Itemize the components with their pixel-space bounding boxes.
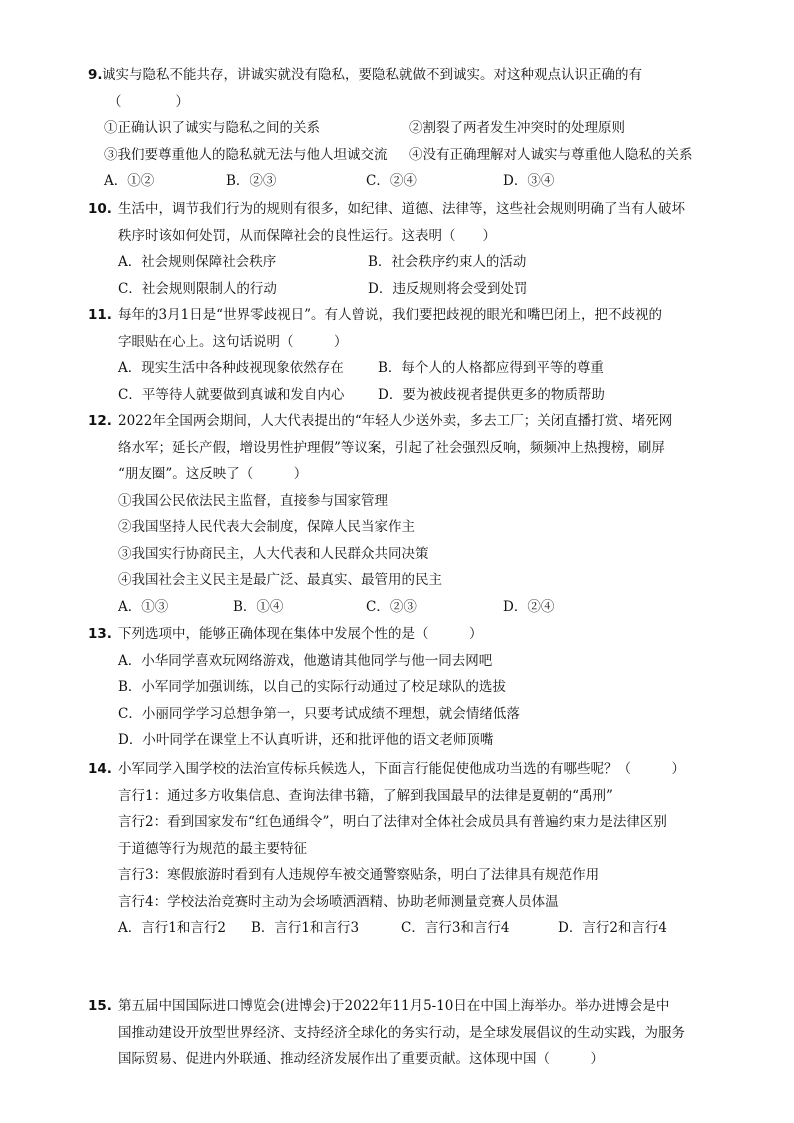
statement-4: ④我国社会主义民主是最广泛、最真实、最管用的民主 [118,572,442,588]
statement-2: ②割裂了两者发生冲突时的处理原则 [409,120,625,136]
question-15 [88,993,718,1073]
question-stem-line: 字眼贴在心上。这句话说明（ ） [118,333,348,350]
options-row [118,594,718,621]
option-b[interactable]: B．②③ [226,173,277,189]
option-a[interactable]: A．①③ [118,598,169,615]
option-d[interactable]: D．要为被歧视者提供更多的物质帮助 [378,386,605,403]
statement-4: ④没有正确理解对人诚实与尊重他人隐私的关系 [409,146,693,163]
options-row [118,276,718,303]
question-number: 13. [88,626,112,642]
option-c[interactable]: C．②③ [366,598,417,615]
option-c[interactable]: C．言行3和言行4 [401,920,510,936]
question-11 [88,302,718,408]
question-number: 11. [88,307,112,323]
question-stem-line: 生活中，调节我们行为的规则有很多，如纪律、道德、法律等，这些社会规则明确了当有人破坏 [118,201,685,217]
question-stem-line: 2022年全国两会期间，人大代表提出的“年轻人少送外卖，多去工厂；关闭直播打赏、堵死网 [118,413,673,429]
options-row [118,382,718,409]
question-stem: 小军同学入围学校的法治宣传标兵候选人，下面言行能促使他成功当选的有哪些呢？（ ） [118,761,685,777]
answer-bracket: （ ） [108,93,189,110]
option-a[interactable]: A．①② [104,173,155,189]
option-d[interactable]: D．②④ [503,598,555,615]
question-stem: 下列选项中，能够正确体现在集体中发展个性的是（ ） [118,626,483,642]
statement-2: 言行2：看到国家发布“红色通缉令”，明白了法律对全体社会成员具有普遍约束力是法律区别 [118,814,667,830]
statement-4: 言行4：学校法治竞赛时主动为会场喷洒酒精、协助老师测量竞赛人员体温 [118,893,559,910]
option-d[interactable]: D．言行2和言行4 [558,920,668,936]
statement-2-continued: 于道德等行为规范的最主要特征 [118,840,307,857]
statement-1: 言行1：通过多方收集信息、查询法律书籍，了解到我国最早的法律是夏朝的“禹刑” [118,787,613,804]
statement-3: ③我们要尊重他人的隐私就无法与他人坦诚交流 [104,146,388,163]
option-b[interactable]: B．①④ [233,598,284,615]
option-b[interactable]: B．言行1和言行3 [251,920,360,936]
question-13 [88,621,718,754]
statement-3: ③我国实行协商民主，人大代表和人民群众共同决策 [118,545,429,562]
question-stem-line: 国际贸易、促进内外联通、推动经济发展作出了重要贡献。这体现中国（ ） [118,1051,604,1067]
options-row [118,915,718,942]
question-number: 9. [88,67,103,83]
question-number: 10. [88,201,112,217]
options-row [118,355,718,382]
option-a[interactable]: A．言行1和言行2 [118,920,226,936]
option-d[interactable]: D．违反规则将会受到处罚 [368,280,528,297]
option-c[interactable]: C．社会规则限制人的行动 [118,280,277,297]
question-stem-line: “朋友圈”。这反映了（ ） [118,466,308,482]
statement-3: 言行3：寒假旅游时看到有人违规停车被交通警察贴条，明白了法律具有规范作用 [118,867,600,883]
statement-1: ①正确认识了诚实与隐私之间的关系 [104,120,320,136]
option-a[interactable]: A．小华同学喜欢玩网络游戏，他邀请其他同学与他一同去网吧 [118,652,493,669]
question-number: 14. [88,761,112,777]
option-b[interactable]: B．每个人的人格都应得到平等的尊重 [378,360,604,376]
option-c[interactable]: C．小丽同学学习总想争第一，只要考试成绩不理想，就会情绪低落 [118,705,520,722]
statement-1: ①我国公民依法民主监督，直接参与国家管理 [118,492,388,509]
option-b[interactable]: B．小军同学加强训练，以自己的实际行动通过了校足球队的选拔 [118,679,506,695]
option-a[interactable]: A．现实生活中各种歧视现象依然存在 [118,360,344,376]
option-a[interactable]: A．社会规则保障社会秩序 [118,254,277,270]
option-c[interactable]: C．②④ [366,173,417,189]
question-stem-line: 国推动建设开放型世界经济、支持经济全球化的务实行动，是全球发展倡议的生动实践，为服务 [118,1024,685,1041]
options-row [104,168,718,195]
question-10 [88,196,718,302]
question-stem-line: 每年的3月1日是“世界零歧视日”。有人曾说，我们要把歧视的眼光和嘴巴闭上，把不歧视的 [118,307,662,323]
question-12 [88,408,718,620]
question-number: 12. [88,413,112,429]
question-stem-line: 络水军；延长产假，增设男性护理假”等议案，引起了社会强烈反响，频频冲上热搜榜，刷屏 [118,439,665,456]
statement-row [104,142,718,169]
option-b[interactable]: B．社会秩序约束人的活动 [368,254,527,270]
option-d[interactable]: D．③④ [503,173,555,189]
statement-2: ②我国坚持人民代表大会制度，保障人民当家作主 [118,519,415,535]
question-14 [88,756,718,942]
option-d[interactable]: D．小叶同学在课堂上不认真听讲，还和批评他的语文老师顶嘴 [118,732,494,748]
question-stem-line: 第五届中国国际进口博览会(进博会)于2022年11月5-10日在中国上海举办。举办进博会是中 [118,998,670,1014]
statement-row [104,115,718,142]
question-9 [88,62,718,195]
question-number: 15. [88,998,112,1014]
question-stem-line: 秩序时该如何处罚，从而保障社会的良性运行。这表明（ ） [118,227,496,244]
option-c[interactable]: C．平等待人就要做到真诚和发自内心 [118,386,345,403]
question-stem: 诚实与隐私不能共存，讲诚实就没有隐私，要隐私就做不到诚实。对这种观点认识正确的有 [102,67,642,83]
options-row [118,249,718,276]
